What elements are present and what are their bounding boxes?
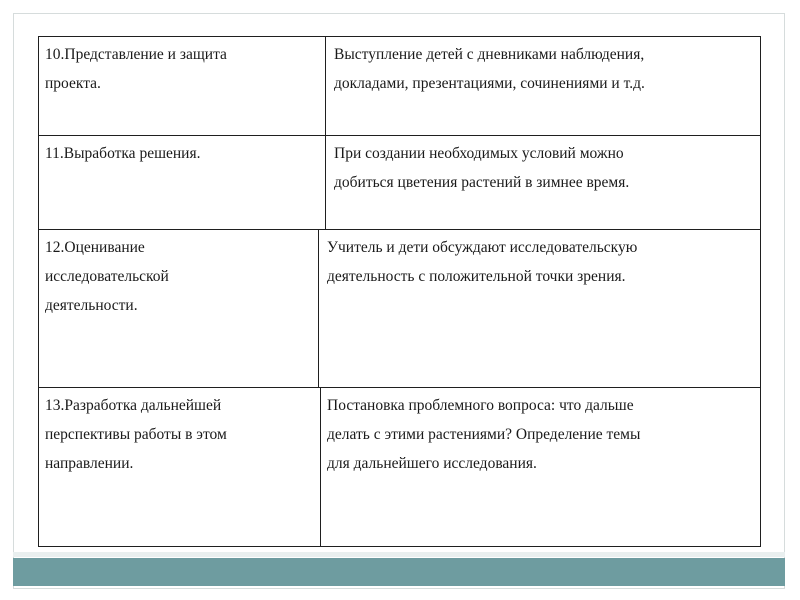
stage-text: 12.Оценивание исследовательской деятельности. (45, 239, 169, 314)
footer-bar (13, 558, 785, 586)
table-cell-description-13 (320, 387, 761, 547)
stage-text: 11.Выработка решения. (45, 145, 201, 162)
table-cell-stage-11 (38, 135, 327, 231)
description-text: При создании необходимых условий можно добиться цветения растений в зимнее время. (334, 145, 630, 191)
table-cell-description-11 (325, 135, 761, 231)
stage-text: 13.Разработка дальнейшей перспективы работы в этом направлении. (45, 397, 227, 472)
table-cell-stage-10 (38, 36, 327, 137)
description-text: Постановка проблемного вопроса: что дальше делать с этими растениями? Определение темы для дальнейшего исследования. (327, 397, 641, 472)
table-cell-description-10 (325, 36, 761, 137)
table-cell-description-12 (318, 229, 761, 389)
description-text: Учитель и дети обсуждают исследовательскую деятельность с положительной точки зрения. (327, 239, 638, 285)
description-text: Выступление детей с дневниками наблюдения, докладами, презентациями, сочинениями и т.д. (334, 46, 645, 92)
stage-text: 10.Представление и защита проекта. (45, 46, 227, 92)
table-cell-stage-13 (38, 387, 322, 547)
table-cell-stage-12 (38, 229, 320, 389)
